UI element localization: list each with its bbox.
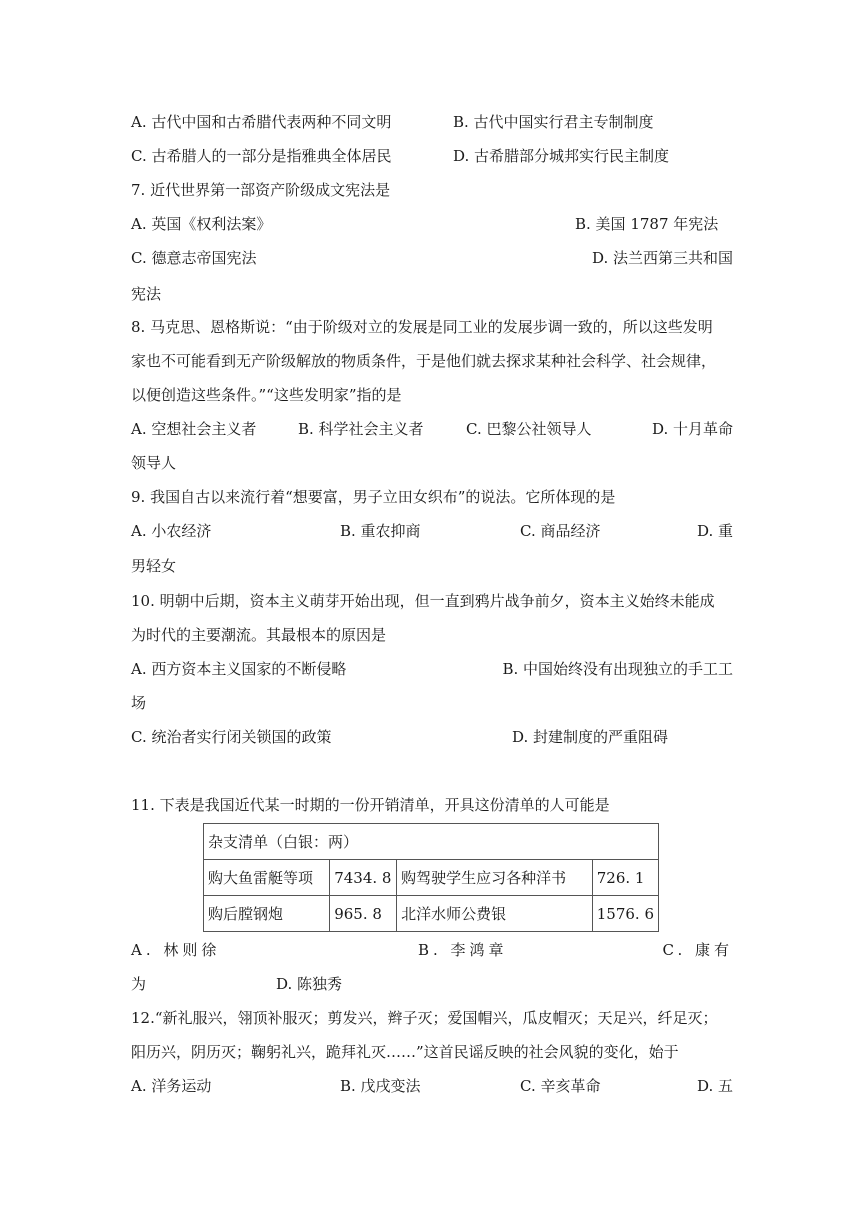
- table-cell: 1576. 6: [592, 896, 658, 932]
- q11-option-a: A. 林则徐: [131, 941, 221, 959]
- q10-option-a: A. 西方资本主义国家的不断侵略: [131, 660, 347, 678]
- q12-option-a: A. 洋务运动: [131, 1077, 212, 1095]
- q11-option-c: C. 康有: [662, 941, 733, 959]
- q6-option-a: A. 古代中国和古希腊代表两种不同文明: [131, 113, 392, 131]
- table-cell: 购大鱼雷艇等项: [204, 860, 330, 896]
- table-cell: 726. 1: [592, 860, 658, 896]
- q6-option-c: C. 古希腊人的一部分是指雅典全体居民: [131, 147, 392, 165]
- q10-stem-line-1: 10. 明朝中后期，资本主义萌芽开始出现，但一直到鸦片战争前夕，资本主义始终未能成: [131, 592, 715, 610]
- expense-table: [203, 823, 659, 932]
- q8-option-d-continued: 领导人: [131, 454, 177, 472]
- q7-stem: 7. 近代世界第一部资产阶级成文宪法是: [131, 181, 391, 199]
- table-cell: 购驾驶学生应习各种洋书: [397, 860, 593, 896]
- q8-stem-line-3: 以便创造这些条件。”“这些发明家”指的是: [131, 386, 402, 404]
- table-cell: 7434. 8: [330, 860, 397, 896]
- q9-option-c: C. 商品经济: [520, 522, 601, 540]
- q7-option-c: C. 德意志帝国宪法: [131, 249, 257, 267]
- table-row: [204, 896, 659, 932]
- q8-option-d: D. 十月革命: [651, 420, 733, 438]
- q6-option-b: B. 古代中国实行君主专制制度: [453, 113, 654, 131]
- q8-stem-line-2: 家也不可能看到无产阶级解放的物质条件，于是他们就去探求某种社会科学、社会规律，: [131, 352, 717, 370]
- q9-option-d: D. 重: [696, 522, 733, 540]
- table-cell: 购后膛钢炮: [204, 896, 330, 932]
- q11-stem: 11. 下表是我国近代某一时期的一份开销清单，开具这份清单的人可能是: [131, 796, 610, 814]
- q9-option-b: B. 重农抑商: [340, 522, 421, 540]
- q8-option-a: A. 空想社会主义者: [131, 420, 257, 438]
- q10-option-c: C. 统治者实行闭关锁国的政策: [131, 728, 332, 746]
- q7-option-d: D. 法兰西第三共和国: [591, 249, 733, 267]
- table-title: 杂支清单（白银：两）: [204, 824, 659, 860]
- table-cell: 北洋水师公费银: [397, 896, 593, 932]
- q7-option-d-continued: 宪法: [131, 285, 162, 303]
- q12-stem-line-2: 阳历兴，阴历灭；鞠躬礼兴，跪拜礼灭……”这首民谣反映的社会风貌的变化，始于: [131, 1043, 679, 1061]
- q6-option-d: D. 古希腊部分城邦实行民主制度: [453, 147, 670, 165]
- q8-option-b: B. 科学社会主义者: [298, 420, 424, 438]
- q8-stem-line-1: 8. 马克思、恩格斯说：“由于阶级对立的发展是同工业的发展步调一致的，所以这些发明: [131, 318, 713, 336]
- q12-option-c: C. 辛亥革命: [520, 1077, 601, 1095]
- q11-option-b: B. 李鸿章: [418, 941, 508, 959]
- q7-option-a: A. 英国《权利法案》: [131, 215, 272, 233]
- q10-option-b: B. 中国始终没有出现独立的手工工: [502, 660, 733, 678]
- table-row: [204, 860, 659, 896]
- q10-option-d: D. 封建制度的严重阻碍: [512, 728, 669, 746]
- q8-option-c: C. 巴黎公社领导人: [466, 420, 592, 438]
- q7-option-b: B. 美国 1787 年宪法: [575, 215, 719, 233]
- q9-stem: 9. 我国自古以来流行着“想要富，男子立田女织布”的说法。它所体现的是: [131, 488, 616, 506]
- q11-option-d: D. 陈独秀: [276, 975, 343, 993]
- q12-option-b: B. 戊戌变法: [340, 1077, 421, 1095]
- table-cell: 965. 8: [330, 896, 397, 932]
- q11-option-c-continued: 为: [131, 975, 147, 993]
- q10-stem-line-2: 为时代的主要潮流。其最根本的原因是: [131, 626, 387, 644]
- q12-stem-line-1: 12.“新礼服兴，翎顶补服灭；剪发兴，辫子灭；爱国帽兴，瓜皮帽灭；天足兴，纤足灭；: [131, 1009, 718, 1027]
- q10-option-b-continued: 场: [131, 694, 147, 712]
- q9-option-d-continued: 男轻女: [131, 557, 177, 575]
- q9-option-a: A. 小农经济: [131, 522, 212, 540]
- q12-option-d: D. 五: [696, 1077, 733, 1095]
- table-header-row: [204, 824, 659, 860]
